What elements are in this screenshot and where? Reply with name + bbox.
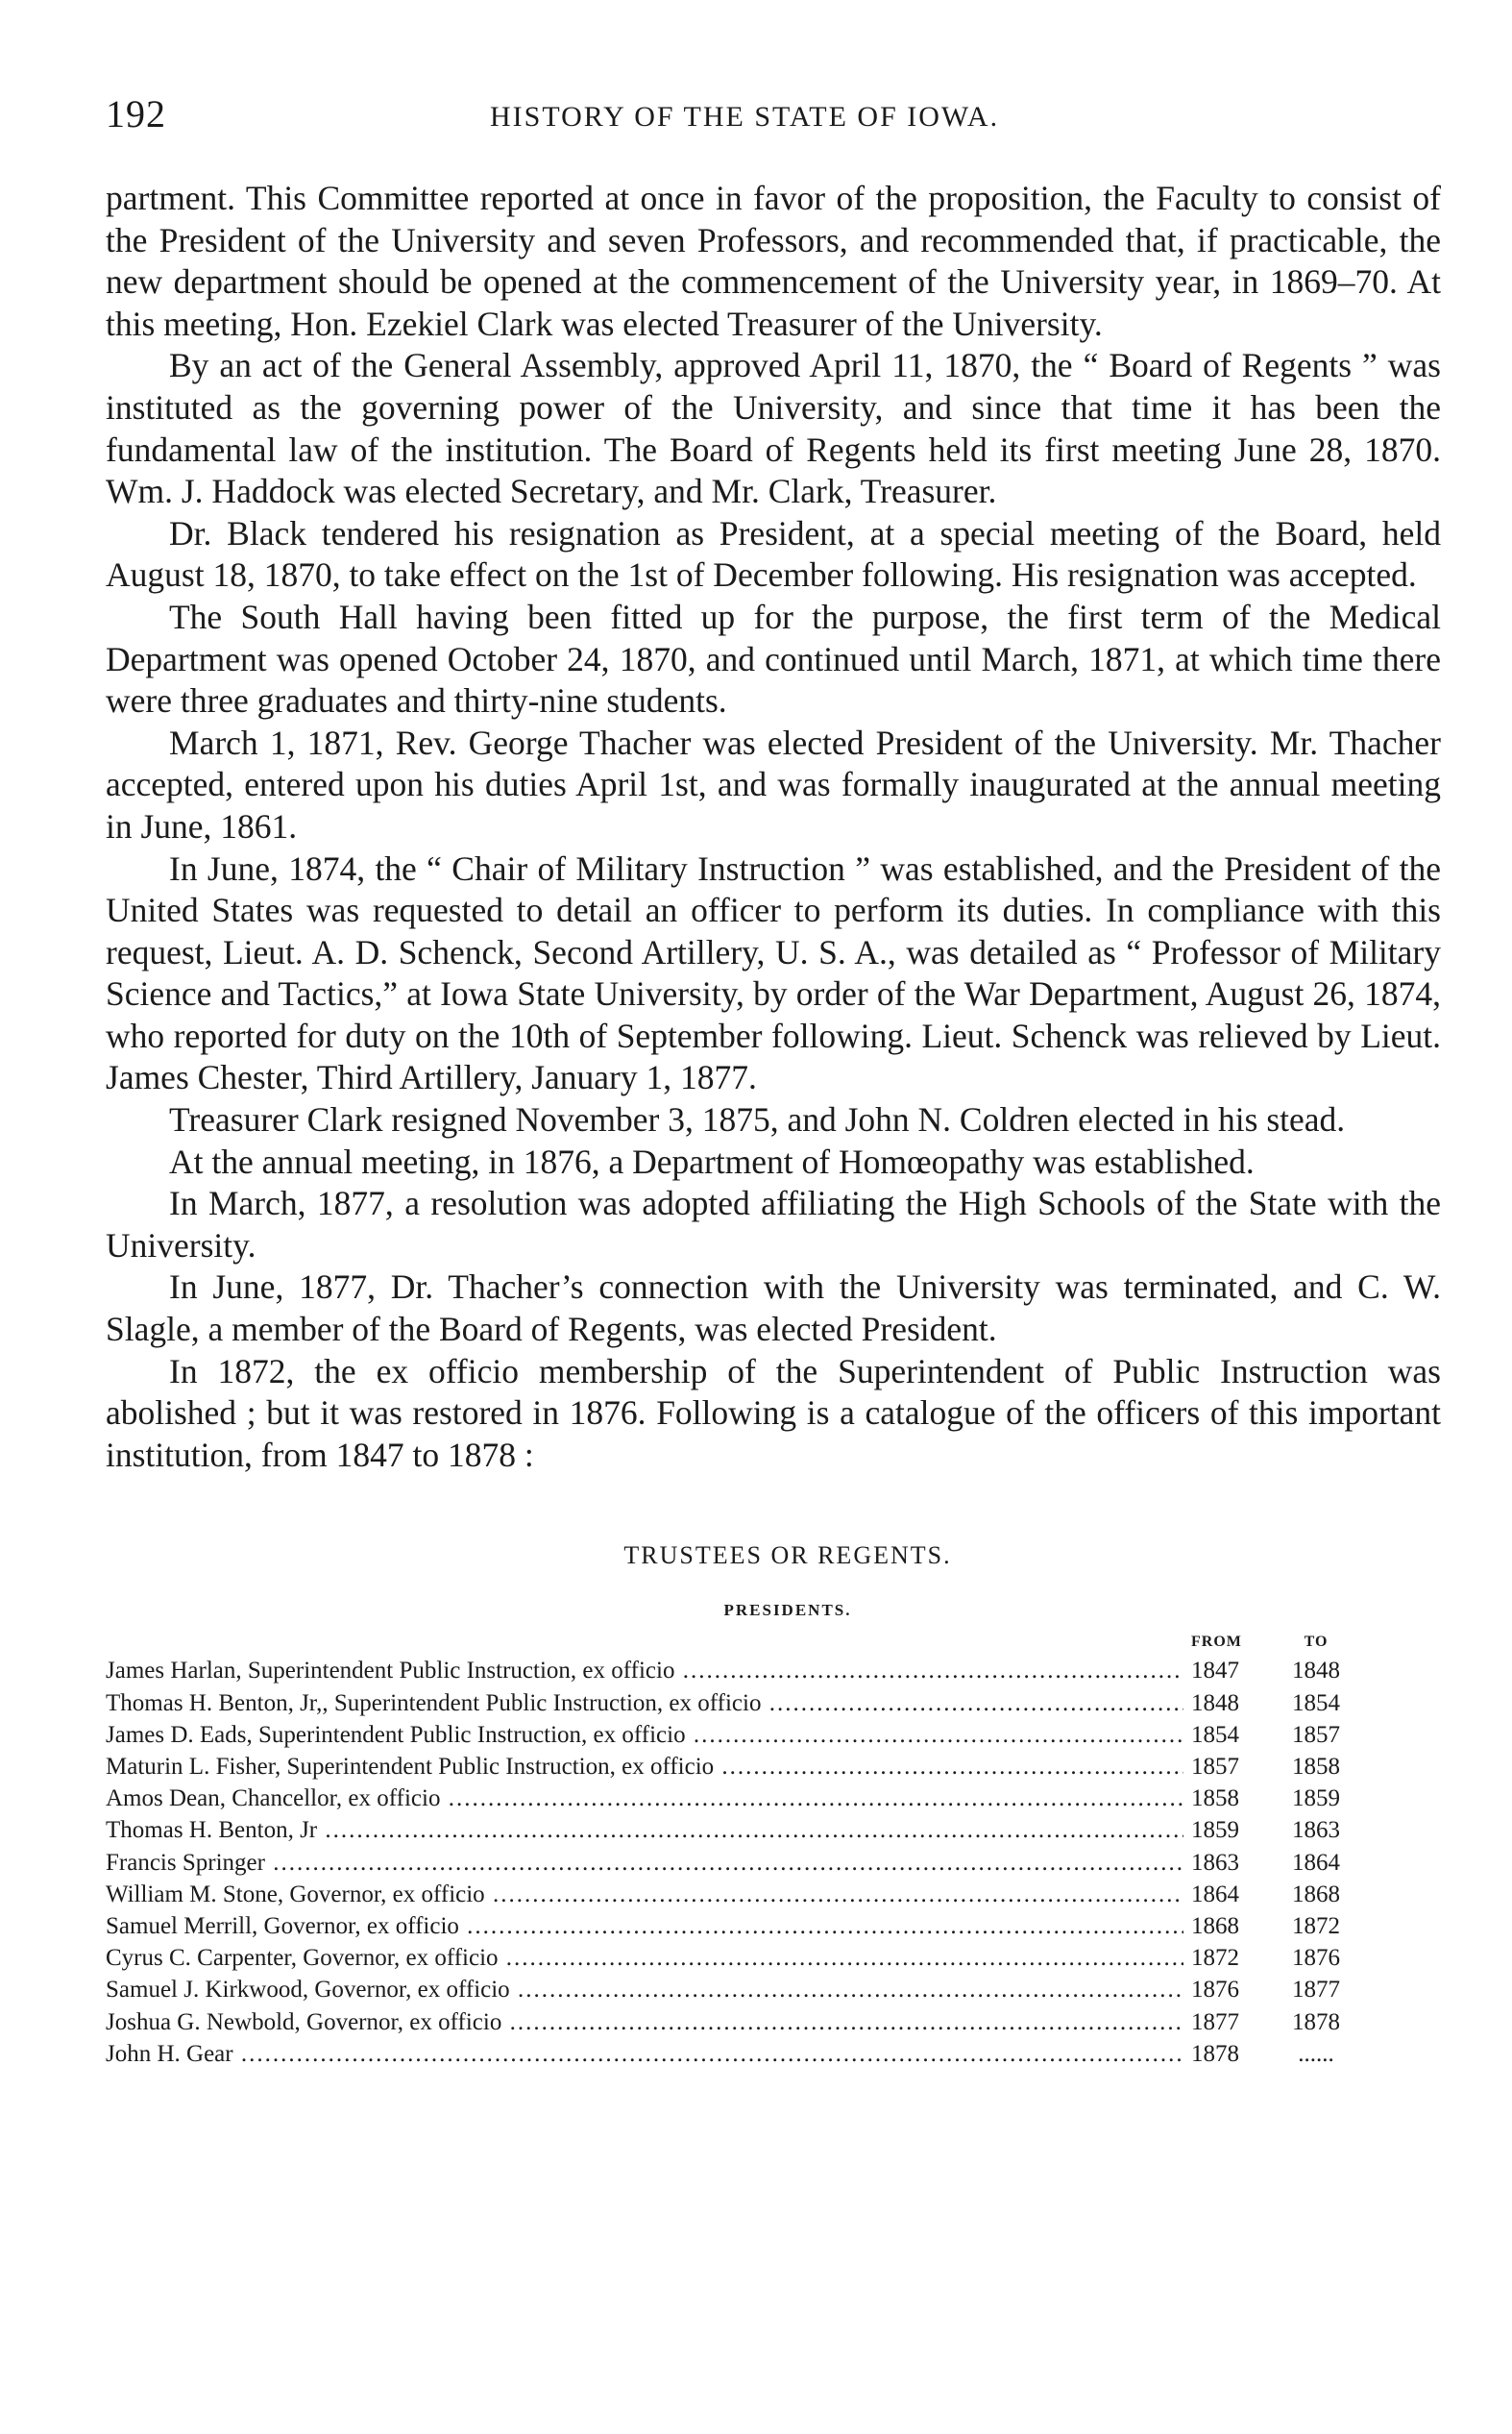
section-title: TRUSTEES OR REGENTS. — [623, 1541, 952, 1570]
officer-name: Maturin L. Fisher, Superintendent Public Instruction, ex officio ..... — [106, 1751, 1183, 1782]
table-row — [106, 2038, 1354, 2070]
section-subtitle: PRESIDENTS. — [723, 1601, 852, 1620]
term-from: 1878 — [1191, 2040, 1239, 2067]
column-header-to: TO — [1304, 1634, 1329, 1651]
paragraph: In June, 1877, Dr. Thacher’s connection with the University was terminated, and C. W. Slagle, a member of the Board of Regents, was elected President. — [106, 1267, 1441, 1349]
term-to: 1872 — [1292, 1913, 1340, 1940]
term-from: 1858 — [1191, 1785, 1239, 1812]
term-from: 1877 — [1191, 2008, 1239, 2035]
officer-name: Samuel Merrill, Governor, ex officio ..... — [106, 1910, 1183, 1942]
term-from: 1848 — [1191, 1689, 1239, 1716]
term-from: 1863 — [1191, 1849, 1239, 1876]
term-to: 1857 — [1292, 1721, 1340, 1748]
term-to: 1876 — [1292, 1945, 1340, 1972]
term-from: 1854 — [1191, 1721, 1239, 1748]
paragraph: partment. This Committee reported at once in favor of the proposition, the Faculty to consist of the President of the University and seven Professors, and recommended that, if practicable, the new department should be opened at the commencement of the University year, in 1869–70. At this meeting, Hon. Ezekiel Clark was elected Treasurer of the University. — [106, 179, 1441, 343]
page-header — [106, 91, 1441, 149]
table-row — [106, 1719, 1354, 1751]
term-to: ...... — [1298, 2040, 1334, 2067]
table-column-headers — [106, 1630, 1354, 1655]
table-row — [106, 2006, 1354, 2038]
term-to: 1858 — [1292, 1754, 1340, 1781]
term-to: 1863 — [1292, 1817, 1340, 1844]
table-row — [106, 1782, 1354, 1814]
officers-table — [106, 1630, 1354, 2070]
paragraph: At the annual meeting, in 1876, a Department of Homœopathy was established. — [169, 1142, 1255, 1181]
term-to: 1854 — [1292, 1689, 1340, 1716]
table-row — [106, 1879, 1354, 1910]
term-to: 1877 — [1292, 1977, 1340, 2004]
paragraph: Dr. Black tendered his resignation as President, at a special meeting of the Board, held August 18, 1870, to take effect on the 1st of December following. His resignation was accepted. — [106, 513, 1441, 595]
paragraph: In March, 1877, a resolution was adopted affiliating the High Schools of the State with the University. — [106, 1184, 1441, 1265]
term-to: 1868 — [1292, 1881, 1340, 1907]
paragraph: In 1872, the ex officio membership of the Superintendent of Public Instruction was abolished ; but it was restored in 1876. Following is a catalogue of the officers of this important institution, from 1847 to 1878 : — [106, 1351, 1441, 1474]
book-page — [106, 91, 1441, 2070]
table-body — [106, 1655, 1354, 2070]
officer-name: John H. Gear ..... — [106, 2038, 1183, 2070]
table-row — [106, 1751, 1354, 1782]
paragraph: In June, 1874, the “ Chair of Military Instruction ” was established, and the President of the United States was requested to detail an officer to perform its duties. In compliance with this request, Lieut. A. D. Schenck, Second Artillery, U. S. A., was detailed as “ Professor of Military Science and Tactics,” at Iowa State University, by order of the War Department, August 26, 1874, who reported for duty on the 10th of September following. Lieut. Schenck was relieved by Lieut. James Chester, Third Artillery, January 1, 1877. — [106, 848, 1441, 1097]
term-from: 1857 — [1191, 1754, 1239, 1781]
table-row — [106, 1814, 1354, 1846]
header-spacer — [106, 1630, 1183, 1655]
term-from: 1847 — [1191, 1658, 1239, 1684]
officer-name: Francis Springer ..... — [106, 1847, 1183, 1879]
term-to: 1878 — [1292, 2008, 1340, 2035]
paragraph: March 1, 1871, Rev. George Thacher was elected President of the University. Mr. Thacher accepted, entered upon his duties April 1st, and was formally inaugurated at the annual meeting in June, 1861. — [106, 723, 1441, 846]
term-from: 1876 — [1191, 1977, 1239, 2004]
term-from: 1868 — [1191, 1913, 1239, 1940]
term-to: 1864 — [1292, 1849, 1340, 1876]
table-row — [106, 1655, 1354, 1686]
officer-name: Amos Dean, Chancellor, ex officio ..... — [106, 1782, 1183, 1814]
table-row — [106, 1847, 1354, 1879]
table-row — [106, 1974, 1354, 2005]
page-number: 192 — [106, 92, 166, 135]
officer-name: Joshua G. Newbold, Governor, ex officio ..... — [106, 2006, 1183, 2038]
paragraph: By an act of the General Assembly, approved April 11, 1870, the “ Board of Regents ” was instituted as the governing power of the University, and since that time it has been the fundamental law of the institution. The Board of Regents held its first meeting June 28, 1870. Wm. J. Haddock was elected Secretary, and Mr. Clark, Treasurer. — [106, 346, 1441, 511]
officer-name: Thomas H. Benton, Jr ..... — [106, 1814, 1183, 1846]
paragraph: The South Hall having been fitted up for the purpose, the first term of the Medical Department was opened October 24, 1870, and continued until March, 1871, at which time there were three graduates and thirty-nine students. — [106, 597, 1441, 721]
term-to: 1848 — [1292, 1658, 1340, 1684]
term-from: 1859 — [1191, 1817, 1239, 1844]
officer-name: William M. Stone, Governor, ex officio ..... — [106, 1879, 1183, 1910]
officer-name: Cyrus C. Carpenter, Governor, ex officio ..... — [106, 1942, 1183, 1974]
officer-name: James Harlan, Superintendent Public Instruction, ex officio ..... — [106, 1655, 1183, 1686]
body-text — [106, 178, 1441, 1476]
table-row — [106, 1687, 1354, 1719]
term-from: 1864 — [1191, 1881, 1239, 1907]
officer-name: Thomas H. Benton, Jr,, Superintendent Public Instruction, ex officio ..... — [106, 1687, 1183, 1719]
table-row — [106, 1910, 1354, 1942]
term-from: 1872 — [1191, 1945, 1239, 1972]
officer-name: Samuel J. Kirkwood, Governor, ex officio ..... — [106, 1974, 1183, 2005]
paragraph: Treasurer Clark resigned November 3, 1875, and John N. Coldren elected in his stead. — [169, 1100, 1346, 1140]
table-row — [106, 1942, 1354, 1974]
running-head: HISTORY OF THE STATE OF IOWA. — [490, 101, 1000, 133]
officer-name: James D. Eads, Superintendent Public Instruction, ex officio ..... — [106, 1719, 1183, 1751]
column-header-from: FROM — [1191, 1634, 1242, 1651]
term-to: 1859 — [1292, 1785, 1340, 1812]
